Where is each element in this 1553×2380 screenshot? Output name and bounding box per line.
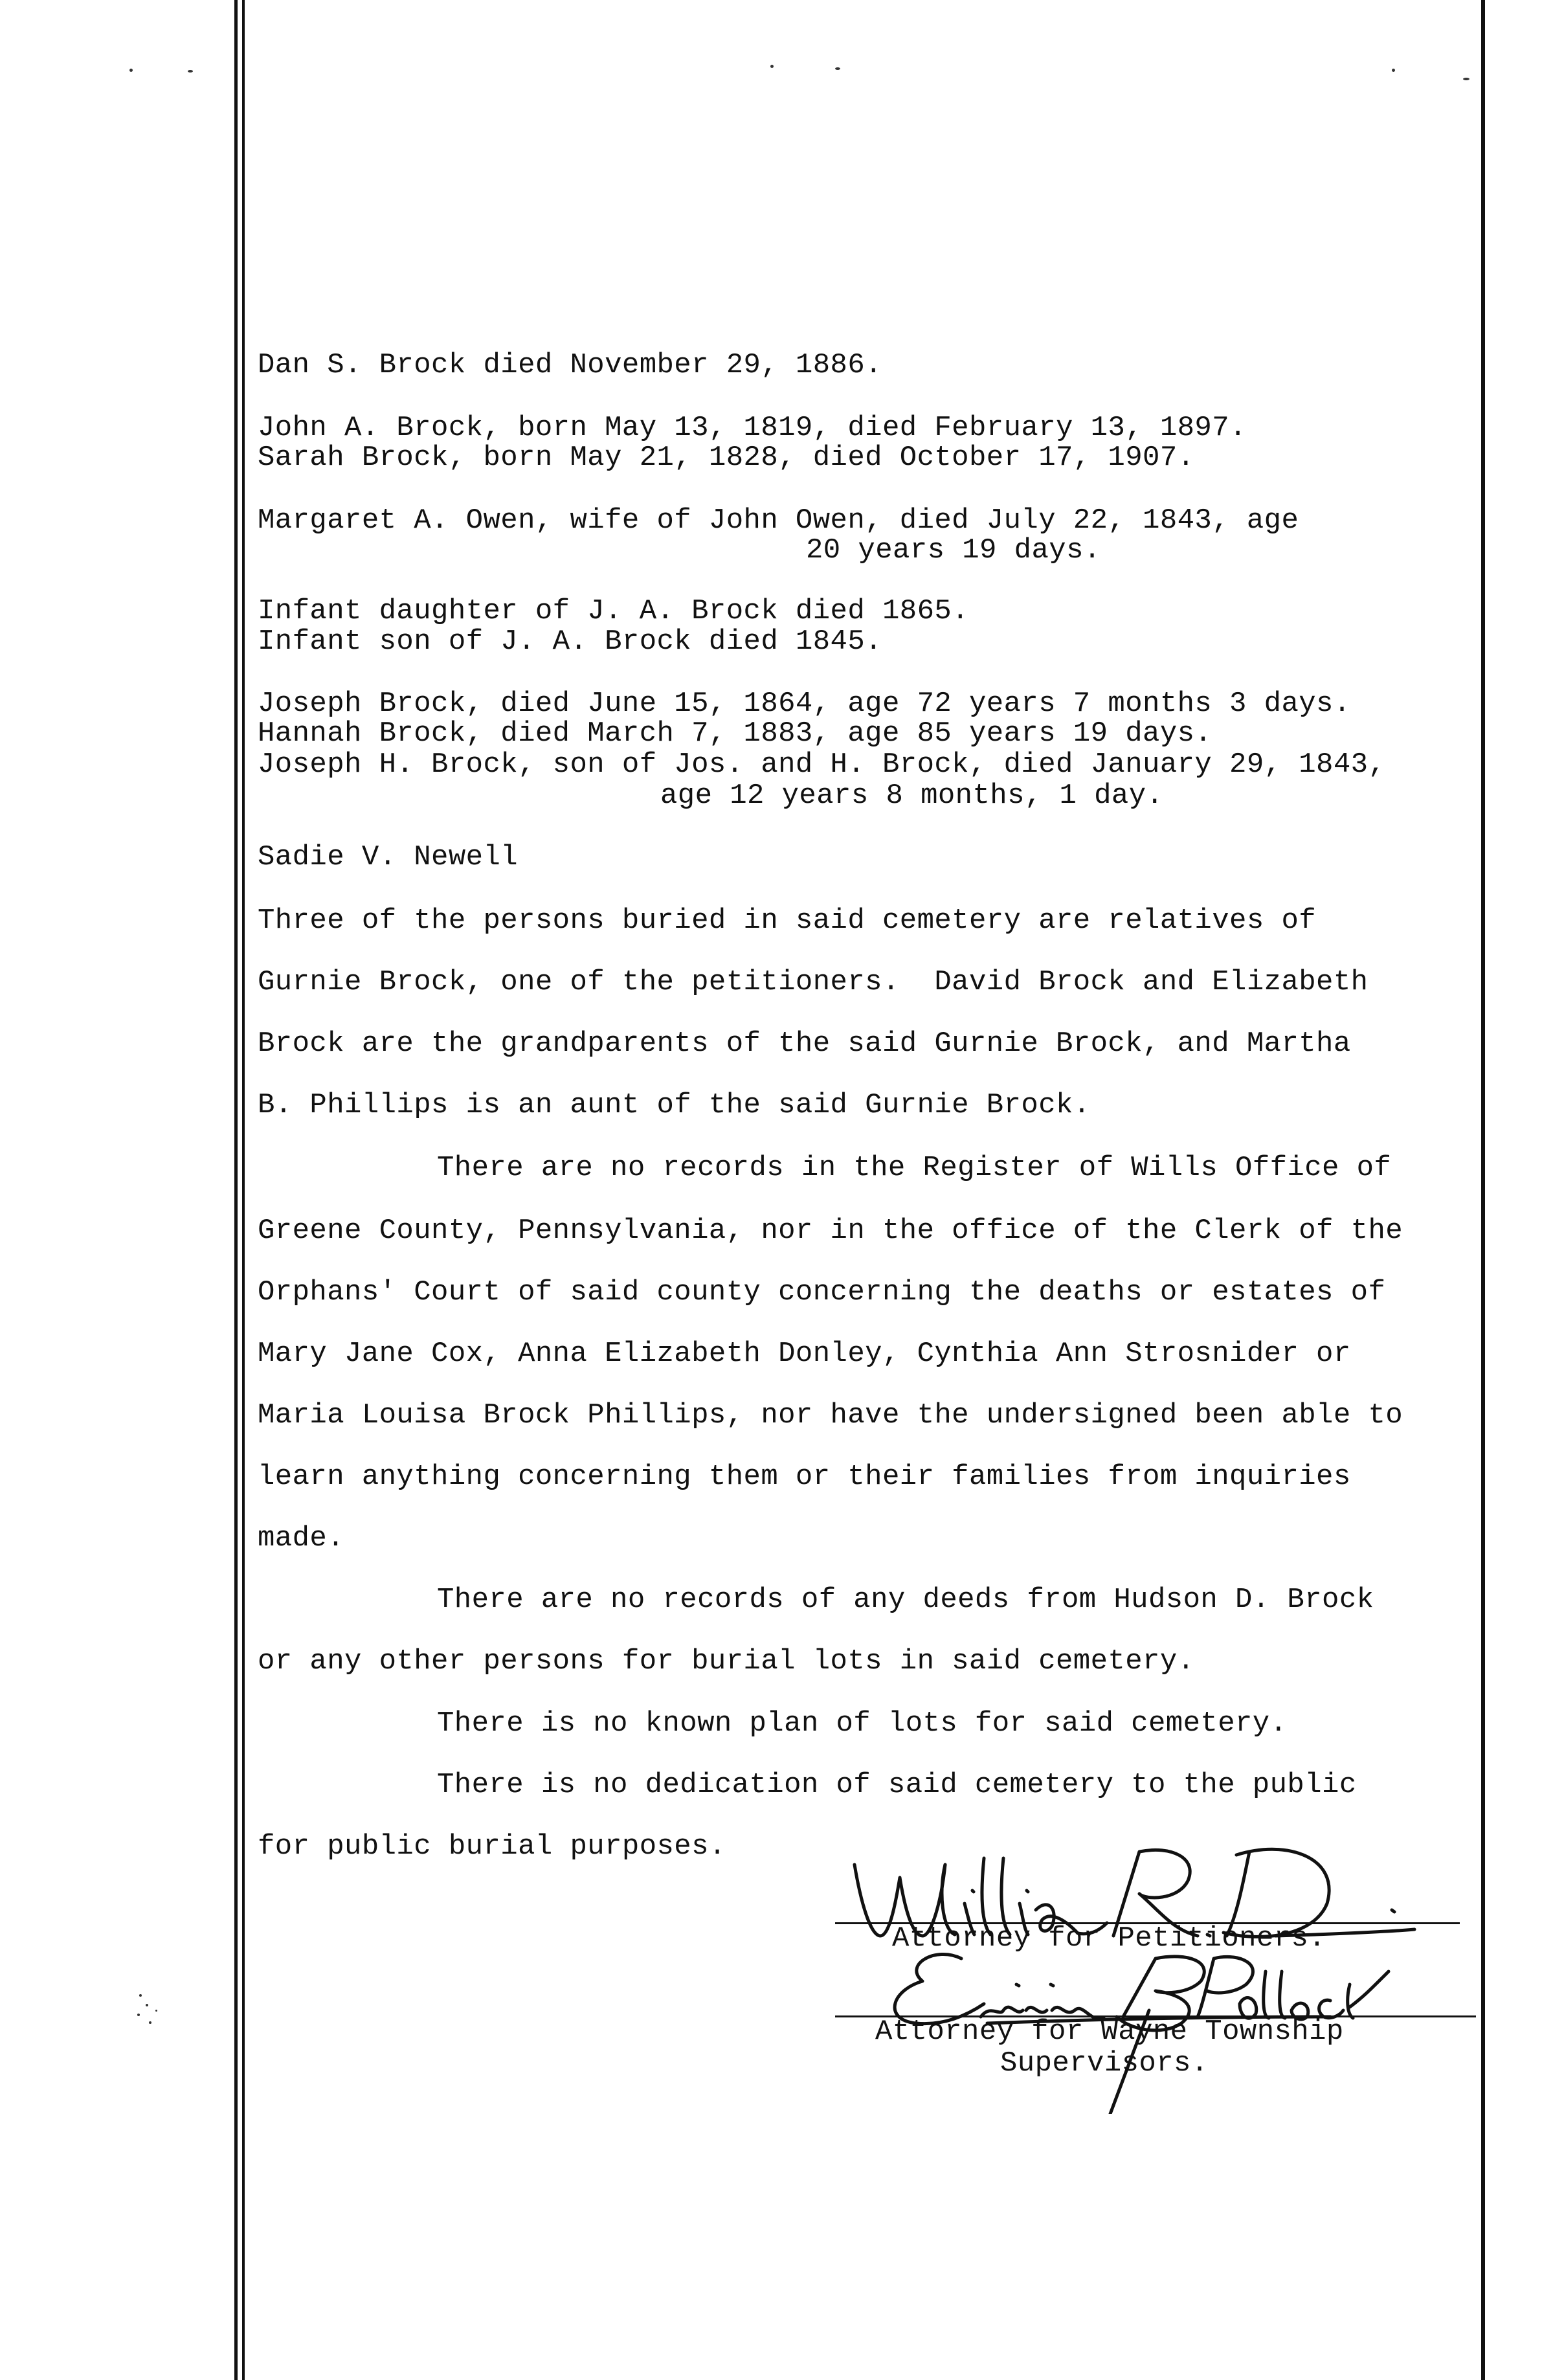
paragraph-line: Orphans' Court of said county concerning the deaths or estates of: [258, 1276, 1386, 1308]
scan-speck: [835, 67, 840, 70]
paragraph-line: Three of the persons buried in said cemetery are relatives of: [258, 904, 1317, 937]
paragraph-line: There is no known plan of lots for said cemetery.: [437, 1707, 1288, 1740]
township-caption: Supervisors.: [1000, 2047, 1209, 2080]
record-line: Sadie V. Newell: [258, 841, 519, 873]
scan-speck: [188, 70, 193, 73]
scan-speck: [1463, 78, 1469, 80]
record-line: John A. Brock, born May 13, 1819, died February 13, 1897.: [258, 412, 1247, 444]
scan-speck: [146, 2004, 148, 2006]
paragraph-line: Maria Louisa Brock Phillips, nor have the undersigned been able to: [258, 1399, 1403, 1431]
left-margin-rule-inner: [242, 0, 245, 2380]
paragraph-line: Mary Jane Cox, Anna Elizabeth Donley, Cynthia Ann Strosnider or: [258, 1338, 1351, 1370]
left-margin-rule: [234, 0, 238, 2380]
record-line: 20 years 19 days.: [806, 534, 1101, 567]
paragraph-line: There are no records of any deeds from Hudson D. Brock: [437, 1584, 1374, 1616]
right-margin-rule: [1481, 0, 1485, 2380]
scan-speck: [129, 69, 133, 72]
record-line: Margaret A. Owen, wife of John Owen, died July 22, 1843, age: [258, 504, 1299, 537]
record-line: Infant son of J. A. Brock died 1845.: [258, 625, 882, 658]
paragraph-line: B. Phillips is an aunt of the said Gurnie Brock.: [258, 1089, 1091, 1121]
scan-speck: [1392, 69, 1395, 72]
paragraph-line: There is no dedication of said cemetery to the public: [437, 1769, 1357, 1801]
paragraph-line: made.: [258, 1522, 345, 1555]
paragraph-line: for public burial purposes.: [258, 1830, 726, 1863]
record-line: age 12 years 8 months, 1 day.: [660, 780, 1164, 812]
paragraph-line: Greene County, Pennsylvania, nor in the office of the Clerk of the: [258, 1215, 1403, 1247]
scan-speck: [770, 65, 774, 68]
record-line: Dan S. Brock died November 29, 1886.: [258, 349, 882, 381]
record-line: Infant daughter of J. A. Brock died 1865.: [258, 595, 969, 627]
paragraph-line: Gurnie Brock, one of the petitioners. David Brock and Elizabeth: [258, 966, 1369, 998]
scan-speck: [155, 2010, 157, 2012]
record-line: Hannah Brock, died March 7, 1883, age 85 years 19 days.: [258, 717, 1212, 750]
scan-speck: [139, 1994, 142, 1997]
paragraph-line: There are no records in the Register of Wills Office of: [437, 1152, 1392, 1184]
paragraph-line: learn anything concerning them or their families from inquiries: [258, 1461, 1351, 1493]
scan-speck: [137, 2014, 140, 2016]
record-line: Sarah Brock, born May 21, 1828, died October 17, 1907.: [258, 442, 1195, 474]
petitioners-caption: Attorney for Petitioners.: [892, 1922, 1326, 1955]
record-line: Joseph H. Brock, son of Jos. and H. Brock, died January 29, 1843,: [258, 748, 1386, 781]
paragraph-line: or any other persons for burial lots in said cemetery.: [258, 1645, 1195, 1678]
scan-speck: [149, 2021, 151, 2024]
township-caption: Attorney for Wayne Township: [875, 2015, 1344, 2048]
record-line: Joseph Brock, died June 15, 1864, age 72 years 7 months 3 days.: [258, 688, 1351, 720]
paragraph-line: Brock are the grandparents of the said Gurnie Brock, and Martha: [258, 1027, 1351, 1060]
